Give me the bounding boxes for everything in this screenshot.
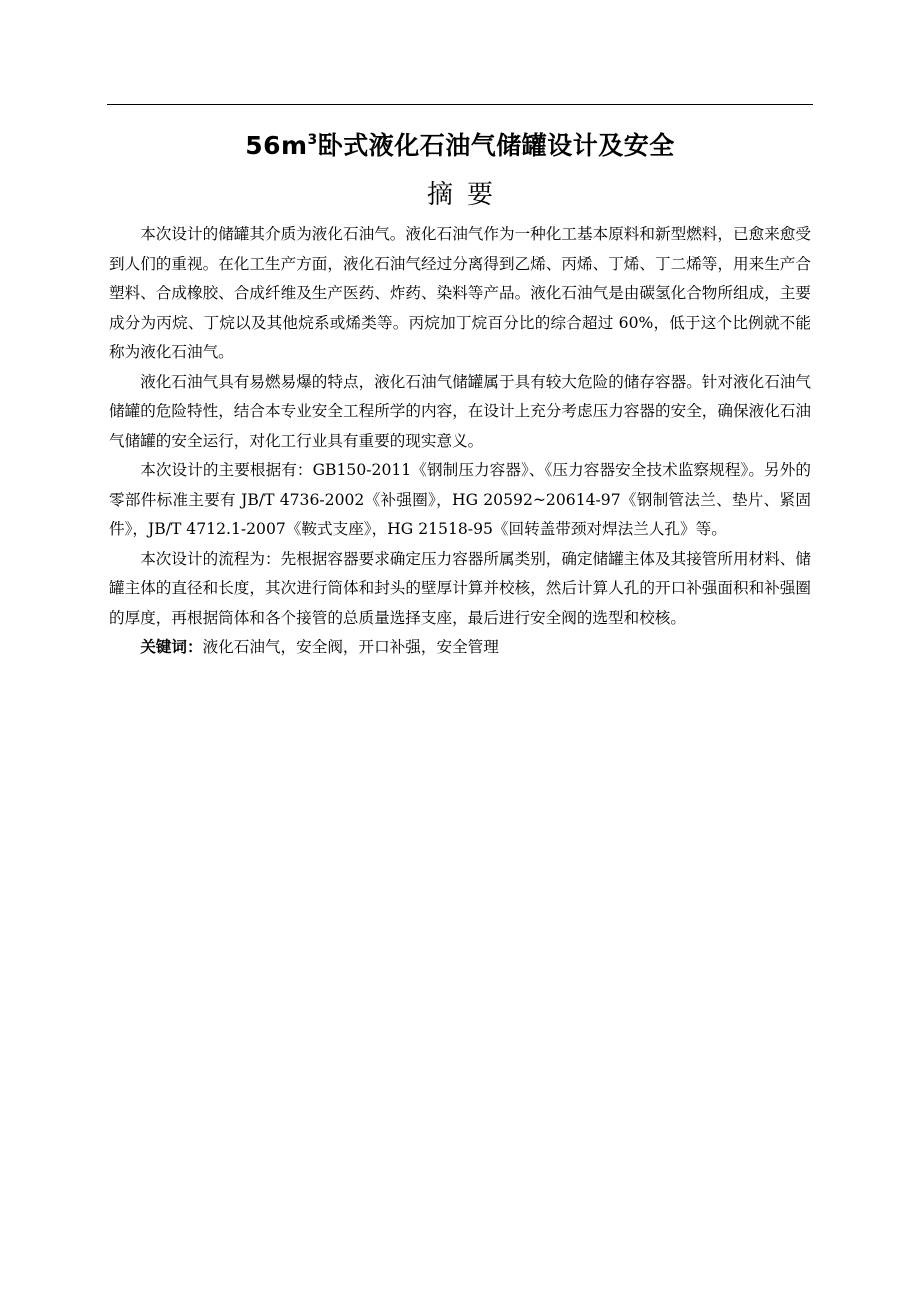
keywords-label: 关键词： xyxy=(140,638,203,656)
abstract-paragraph-3: 本次设计的主要根据有：GB150-2011《钢制压力容器》、《压力容器安全技术监察规程》。另外的零部件标准主要有 JB/T 4736-2002《补强圈》，HG 20592~20614-97《钢制管法兰、垫片、紧固件》，JB/T 4712.1-2007《鞍式支座》，HG 21518-95《回转盖带颈对焊法兰人孔》等。 xyxy=(109,461,811,538)
title-superscript: 3 xyxy=(307,132,318,148)
document-title xyxy=(107,128,813,164)
header-rule xyxy=(107,104,813,105)
abstract-paragraph-4: 本次设计的流程为：先根据容器要求确定压力容器所属类别，确定储罐主体及其接管所用材料、储罐主体的直径和长度，其次进行筒体和封头的壁厚计算并校核，然后计算人孔的开口补强面积和补强圈的厚度，再根据筒体和各个接管的总质量选择支座，最后进行安全阀的选型和校核。 xyxy=(109,549,811,627)
title-volume: 56m xyxy=(245,131,308,160)
abstract-paragraph-1: 本次设计的储罐其介质为液化石油气。液化石油气作为一种化工基本原料和新型燃料，已愈来愈受到人们的重视。在化工生产方面，液化石油气经过分离得到乙烯、丙烯、丁烯、丁二烯等，用来生产合塑料、合成橡胶、合成纤维及生产医药、炸药、染料等产品。液化石油气是由碳氢化合物所组成，主要成分为丙烷、丁烷以及其他烷系或烯类等。丙烷加丁烷百分比的综合超过 60%，低于这个比例就不能称为液化石油气。 xyxy=(109,225,811,361)
abstract-body xyxy=(109,220,811,663)
keywords-line xyxy=(109,633,811,663)
title-text: 卧式液化石油气储罐设计及安全 xyxy=(317,131,675,160)
abstract-paragraph-2: 液化石油气具有易燃易爆的特点，液化石油气储罐属于具有较大危险的储存容器。针对液化石油气储罐的危险特性，结合本专业安全工程所学的内容，在设计上充分考虑压力容器的安全，确保液化石油气储罐的安全运行，对化工行业具有重要的现实意义。 xyxy=(109,372,811,450)
keywords-text: 液化石油气，安全阀，开口补强，安全管理 xyxy=(202,638,499,656)
abstract-heading: 摘要 xyxy=(426,180,507,210)
